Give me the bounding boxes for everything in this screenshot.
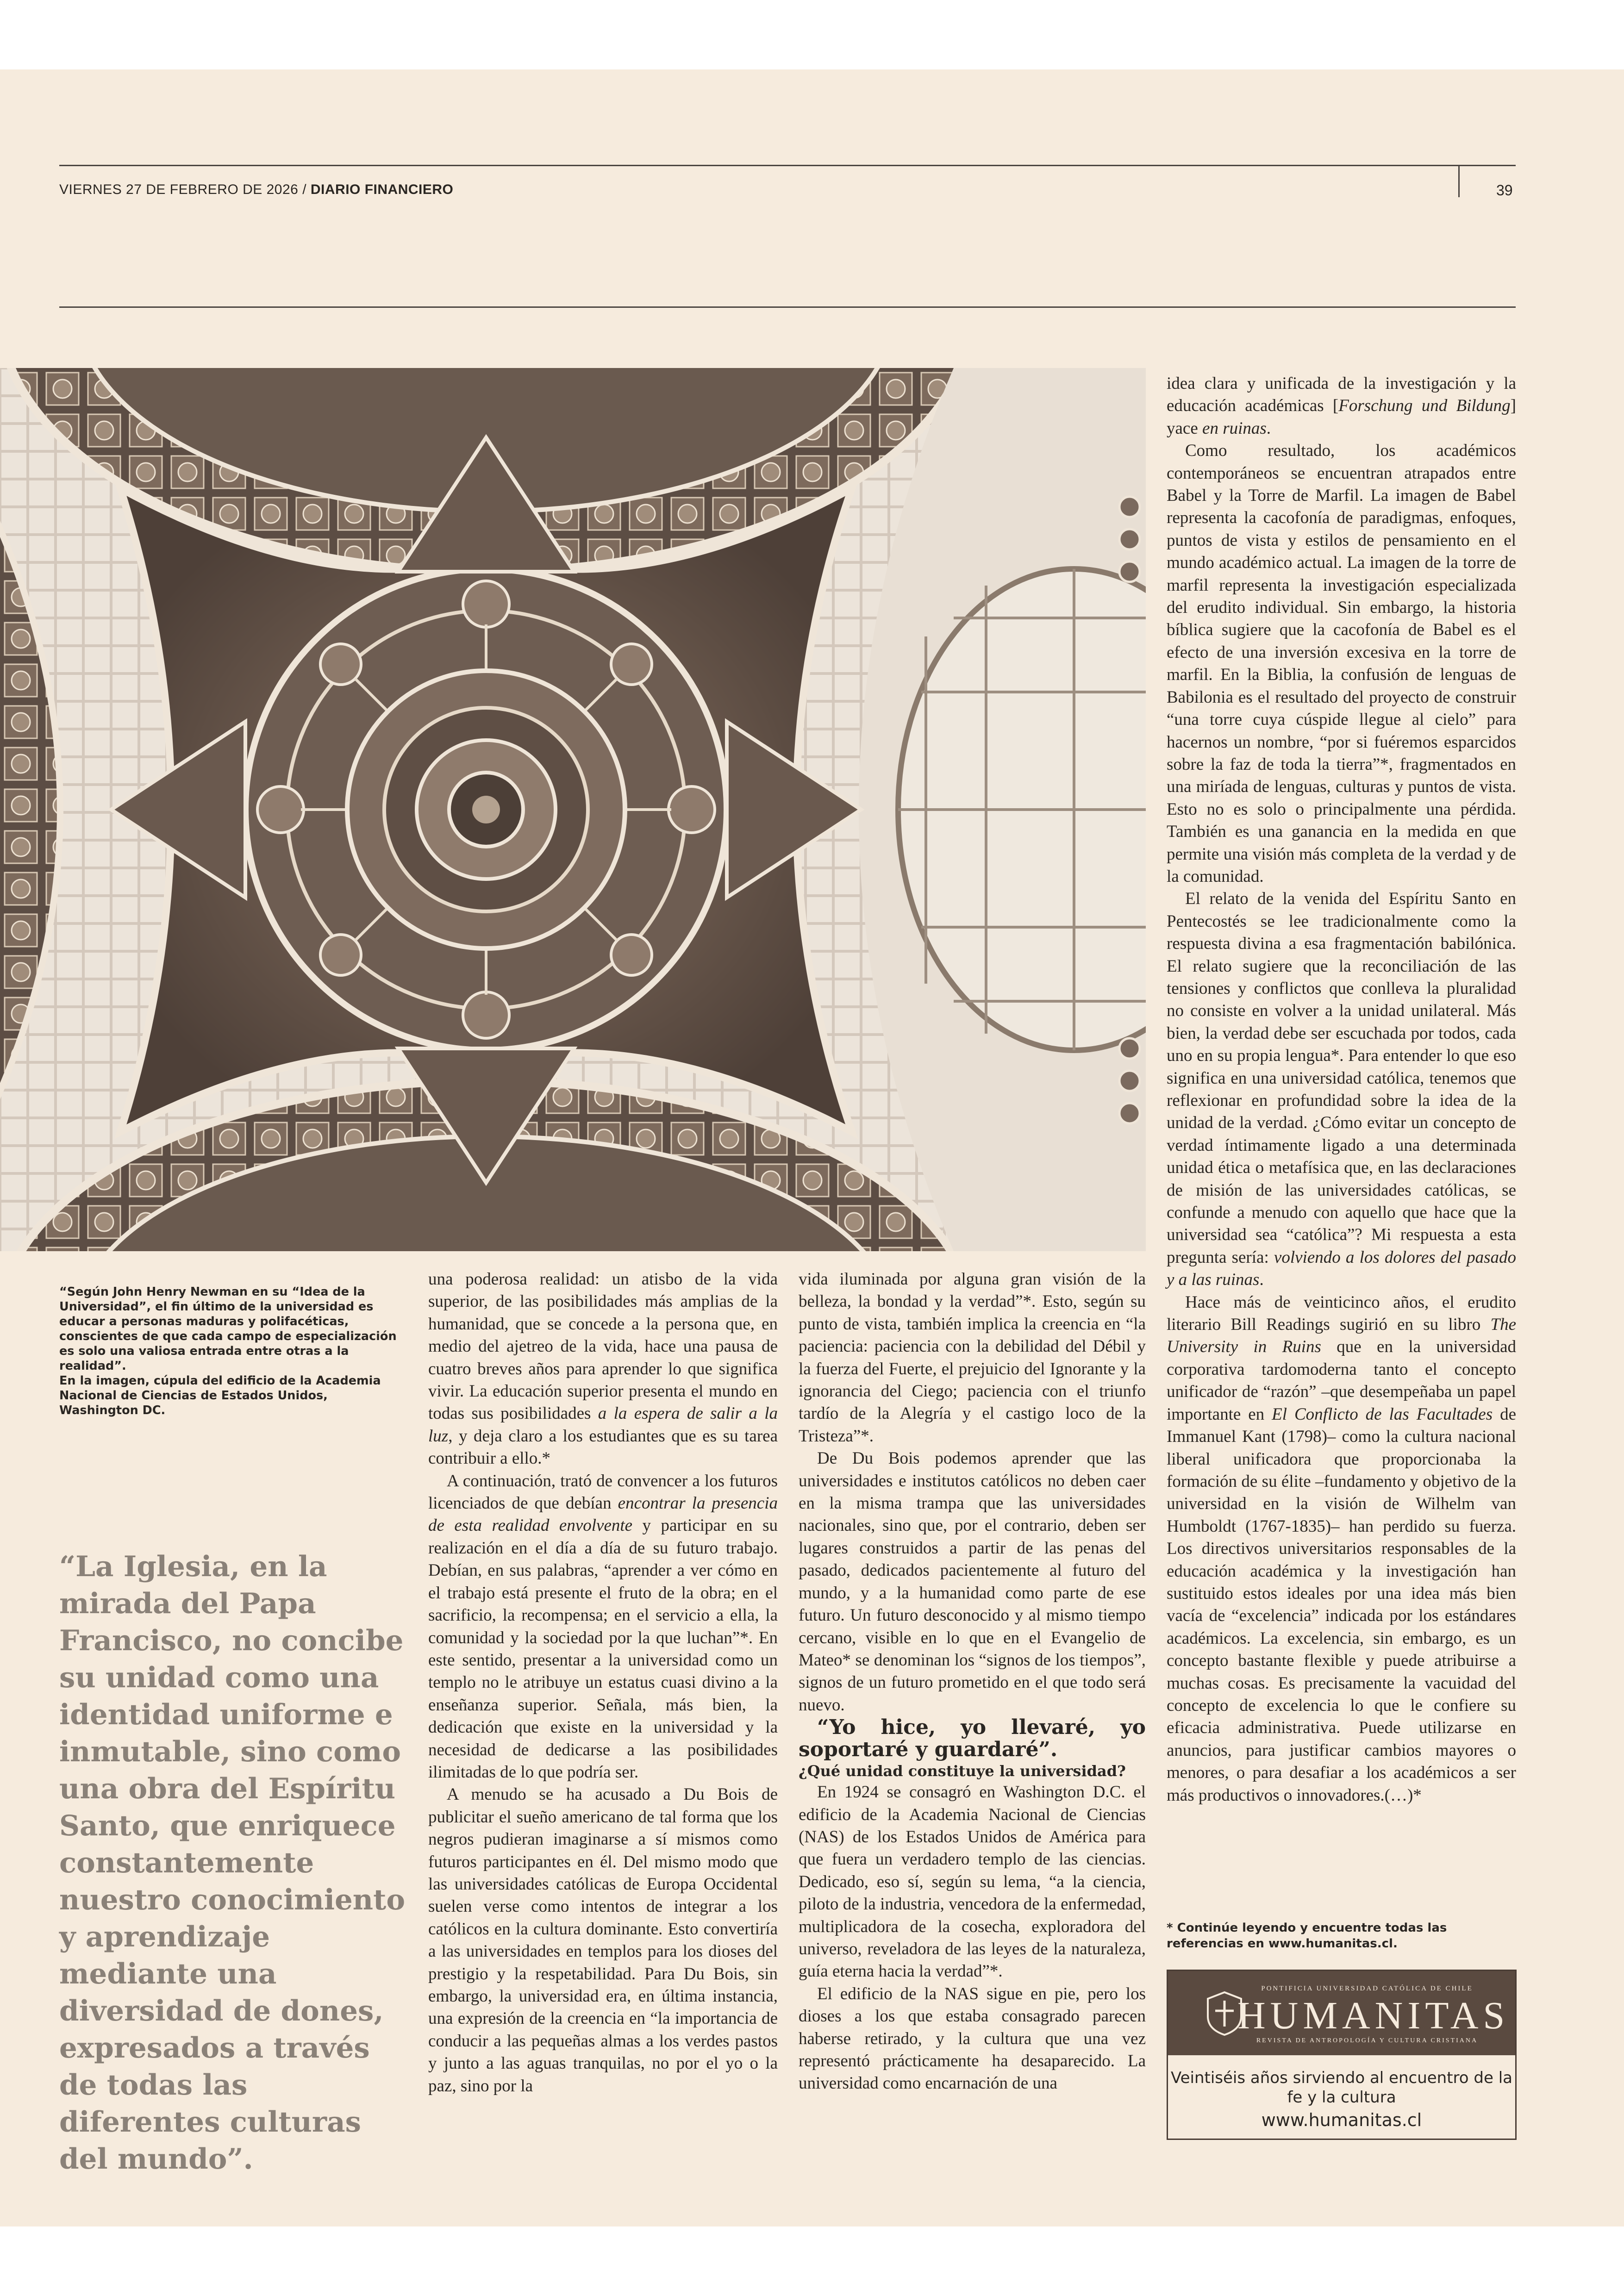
- column-4: [1167, 373, 1516, 1807]
- text-run: que en la universidad corporativa tardomoderna tanto el concepto unificador de “razón” –que desempeñaba un papel importante en: [1167, 1337, 1517, 1424]
- text-run: idea clara y unificada de la investigación y la educación académicas [: [1167, 374, 1516, 416]
- caption-description: En la imagen, cúpula del edificio de la Academia Nacional de Ciencias de Estados Unidos, Washington DC.: [59, 1374, 381, 1417]
- paragraph: [1167, 888, 1516, 1291]
- ad-url-link[interactable]: www.humanitas.cl: [1261, 2110, 1422, 2130]
- section-heading: “Yo hice, yo llevaré, yo soportaré y guardaré”.: [799, 1715, 1146, 1762]
- text-run: .: [1259, 1270, 1264, 1290]
- text-run: .: [1266, 418, 1271, 438]
- header-paper-name: DIARIO FINANCIERO: [310, 182, 454, 197]
- column-3: [799, 1268, 1146, 2095]
- italic-run: volviendo a los dolores del pasado y a las ruinas: [1167, 1247, 1517, 1290]
- italic-run: a la espera de salir a la luz: [428, 1404, 778, 1446]
- paragraph: [428, 1268, 778, 1470]
- text-run: ] yace: [1167, 396, 1516, 438]
- header-tick: [1458, 165, 1460, 197]
- ad-title: HUMANITAS: [1237, 1994, 1510, 2037]
- text-run: , y deja claro a los estudiantes que es su tarea contribuir a ello.*: [428, 1426, 778, 1468]
- header-dateline: [59, 182, 453, 198]
- text-run: A continuación, trató de convencer a los futuros licenciados de que debían: [428, 1471, 778, 1513]
- caption-quote: “Según John Henry Newman en su “Idea de la Universidad”, el fin último de la universidad es educar a personas maduras y polifacéticas, conscientes de que cada campo de especialización es solo una valiosa entrada entre otras a la realidad”.: [59, 1285, 397, 1373]
- text-run: y participar en su realización en el día a día de su futuro trabajo. Debían, en sus palabras, “aprender a ver cómo en el trabajo está presente el fruto de la obra; en el sacrificio, la recompensa; en el servicio a ella, la comunidad y la sociedad por la que luchan”*. En este sentido, presentar a la universidad como un templo no le atribuye un estatus cuasi divino a la enseñanza superior. Señala, más bien, la dedicación que existe en la universidad y la necesidad de dedicarse a las posibilidades ilimitadas de lo que podría ser.: [428, 1516, 778, 1782]
- ad-slogan: Veintiséis años sirviendo al encuentro de la fe y la cultura: [1170, 2069, 1512, 2107]
- dome-photo: [0, 368, 1146, 1251]
- paragraph: En 1924 se consagró en Washington D.C. el edificio de la Academia Nacional de Ciencias (NAS) de los Estados Unidos de América para que fuera un verdadero templo de las ciencias. Dedicado, eso sí, según su lema, “a la ciencia, piloto de la industria, vencedora de la enfermedad, multiplicadora de la cosecha, exploradora del universo, reveladora de las leyes de la naturaleza, guía eterna hacia la verdad”*.: [799, 1783, 1146, 1981]
- header-top-rule: [59, 165, 1516, 166]
- footnote: * Continúe leyendo y encuentre todas las referencias en www.humanitas.cl.: [1167, 1921, 1447, 1951]
- header-bottom-rule: [59, 306, 1516, 308]
- pull-quote: “La Iglesia, en la mirada del Papa Francisco, no concibe su unidad como una identidad uniforme e inmutable, sino como una obra del Espíritu Santo, que enriquece constantemente nuestro conocimiento y aprendizaje mediante una diversidad de dones, expresados a través de todas las diferentes culturas del mundo”.: [59, 1550, 406, 2176]
- italic-run: El Conflicto de las Facultades: [1272, 1404, 1493, 1424]
- humanitas-ad[interactable]: [1167, 1970, 1517, 2140]
- column-2: [428, 1268, 778, 2097]
- header-date: VIERNES 27 DE FEBRERO DE 2026: [59, 182, 299, 197]
- section-subheading: ¿Qué unidad constituye la universidad?: [799, 1762, 1126, 1780]
- text-run: de Immanuel Kant (1798)– como la cultura nacional liberal unificadora que proporcionaba la formación de su élite –fundamento y objetivo de la universidad en la visión de Wilhelm van Humboldt (1767-1835)– han perdido su fuerza. Los directivos universitarios responsables de la educación académica y la investigación han sustituido estos ideales por una idea más bien vacía de “excelencia” indicada por los estándares académicos. La excelencia, sin embargo, es un concepto bastante flexible y puede atribuirse a muchas cosas. Es precisamente la vacuidad del concepto de excelencia lo que le confiere su eficacia administrativa. Puede utilizarse en anuncios, para justificar cambios mayores o menores, o para desafiar a los académicos a ser más productivos o innovadores.(…)*: [1167, 1404, 1516, 1805]
- ad-university: PONTIFICIA UNIVERSIDAD CATÓLICA DE CHILE: [1261, 1985, 1473, 1992]
- paragraph: [1167, 373, 1516, 440]
- text-run: Hace más de veinticinco años, el erudito literario Bill Readings sugirió en su libro: [1167, 1292, 1516, 1335]
- paragraph: De Du Bois podemos aprender que las universidades e institutos católicos no deben caer en la misma trampa que las universidades nacionales, sino que, por el contrario, deben ser lugares construidos a partir de las penas del pasado, dedicados pacientemente al futuro del mundo, y a la humanidad como parte de ese futuro. Un futuro desconocido y al mismo tiempo cercano, visible en lo que en el Evangelio de Mateo* se denominan los “signos de los tiempos”, signos de un futuro prometido en el que todo será nuevo.: [799, 1449, 1146, 1715]
- paragraph: Como resultado, los académicos contemporáneos se encuentran atrapados entre Babel y la Torre de Marfil. La imagen de Babel representa la cacofonía de paradigmas, enfoques, puntos de vista y estilos de pensamiento en el mundo académico actual. La imagen de la torre de marfil representa la investigación especializada del erudito individual. Sin embargo, la historia bíblica sugiere que la cacofonía de Babel es el efecto de una inversión excesiva en la torre de marfil. En la Biblia, la confusión de lenguas de Babilonia es el resultado del proyecto de construir “una torre cuya cúspide llegue al cielo” para hacernos un nombre, “por si fuéremos esparcidos sobre la faz de toda la tierra”*, fragmentados en una miríada de lenguas, culturas y puntos de vista. Esto no es solo o principalmente una pérdida. También es una ganancia en la medida en que permite una visión más completa de la verdad y de la comunidad.: [1167, 441, 1516, 886]
- paragraph: vida iluminada por alguna gran visión de la belleza, la bondad y la verdad”*. Esto, según su punto de vista, también implica la creencia en “la paciencia: paciencia con la debilidad del Débil y la fuerza del Fuerte, el prejuicio del Ignorante y la ignorancia del Ciego; paciencia con el triunfo tardío de la Alegría y el castigo loco de la Tristeza”*.: [799, 1270, 1146, 1446]
- paragraph: [1167, 1291, 1516, 1807]
- page-number: 39: [1496, 182, 1513, 199]
- italic-run: The University in Ruins: [1167, 1315, 1516, 1357]
- italic-run: en ruinas: [1202, 418, 1267, 438]
- text-run: El relato de la venida del Espíritu Santo en Pentecostés se lee tradicionalmente como la respuesta divina a esa fragmentación babilónica. El relato sugiere que la reconciliación de las tensiones y conflictos que conlleva la pluralidad no consiste en volver a la unidad unilateral. Más bien, la verdad debe ser escuchada por todos, cada uno en su propia lengua*. Para entender lo que eso significa en una universidad católica, tenemos que reflexionar en profundidad sobre la idea de la unidad de la verdad. ¿Cómo evitar un concepto de verdad íntimamente ligado a una determinada unidad ética o metafísica que, en las declaraciones de misión de las universidades católicas, se confunde a menudo con aquello que hace que la universidad sea “católica”? Mi respuesta a esta pregunta sería:: [1167, 889, 1516, 1267]
- text-run: una poderosa realidad: un atisbo de la vida superior, de las posibilidades más amplias de la humanidad, que se concede a la persona que, en medio del ajetreo de la vida, hace una pausa de cuatro breves años para aprender lo que significa vivir. La educación superior presenta el mundo en todas sus posibilidades: [428, 1270, 778, 1423]
- paragraph: [428, 1470, 778, 1784]
- italic-run: Forschung und Bildung: [1338, 396, 1511, 416]
- italic-run: encontrar la presencia de esta realidad envolvente: [428, 1494, 778, 1535]
- paragraph: El edificio de la NAS sigue en pie, pero los dioses a los que estaba consagrado parecen haberse retirado, y la cultura que una vez representó prácticamente ha desaparecido. La universidad como encarnación de una: [799, 1984, 1146, 2093]
- header-separator: /: [302, 182, 307, 197]
- ad-banner: [1168, 1971, 1515, 2055]
- photo-caption: [59, 1285, 402, 1418]
- ad-tagline: REVISTA DE ANTROPOLOGÍA Y CULTURA CRISTIANA: [1256, 2037, 1478, 2044]
- paragraph: A menudo se ha acusado a Du Bois de publicitar el sueño americano de tal forma que los negros pudieran imaginarse a sí mismos como futuros participantes en él. Del mismo modo que las universidades católicas de Europa Occidental suelen verse como intentos de integrar a los católicos en la cultura dominante. Esto convertiría a las universidades en templos para los dioses del prestigio y la respetabilidad. Para Du Bois, sin embargo, la universidad era, en última instancia, una expresión de la creencia en “la importancia de conducir a las pequeñas almas a los verdes pastos y junto a las aguas tranquilas, no por el yo o la paz, sino por la: [428, 1785, 778, 2095]
